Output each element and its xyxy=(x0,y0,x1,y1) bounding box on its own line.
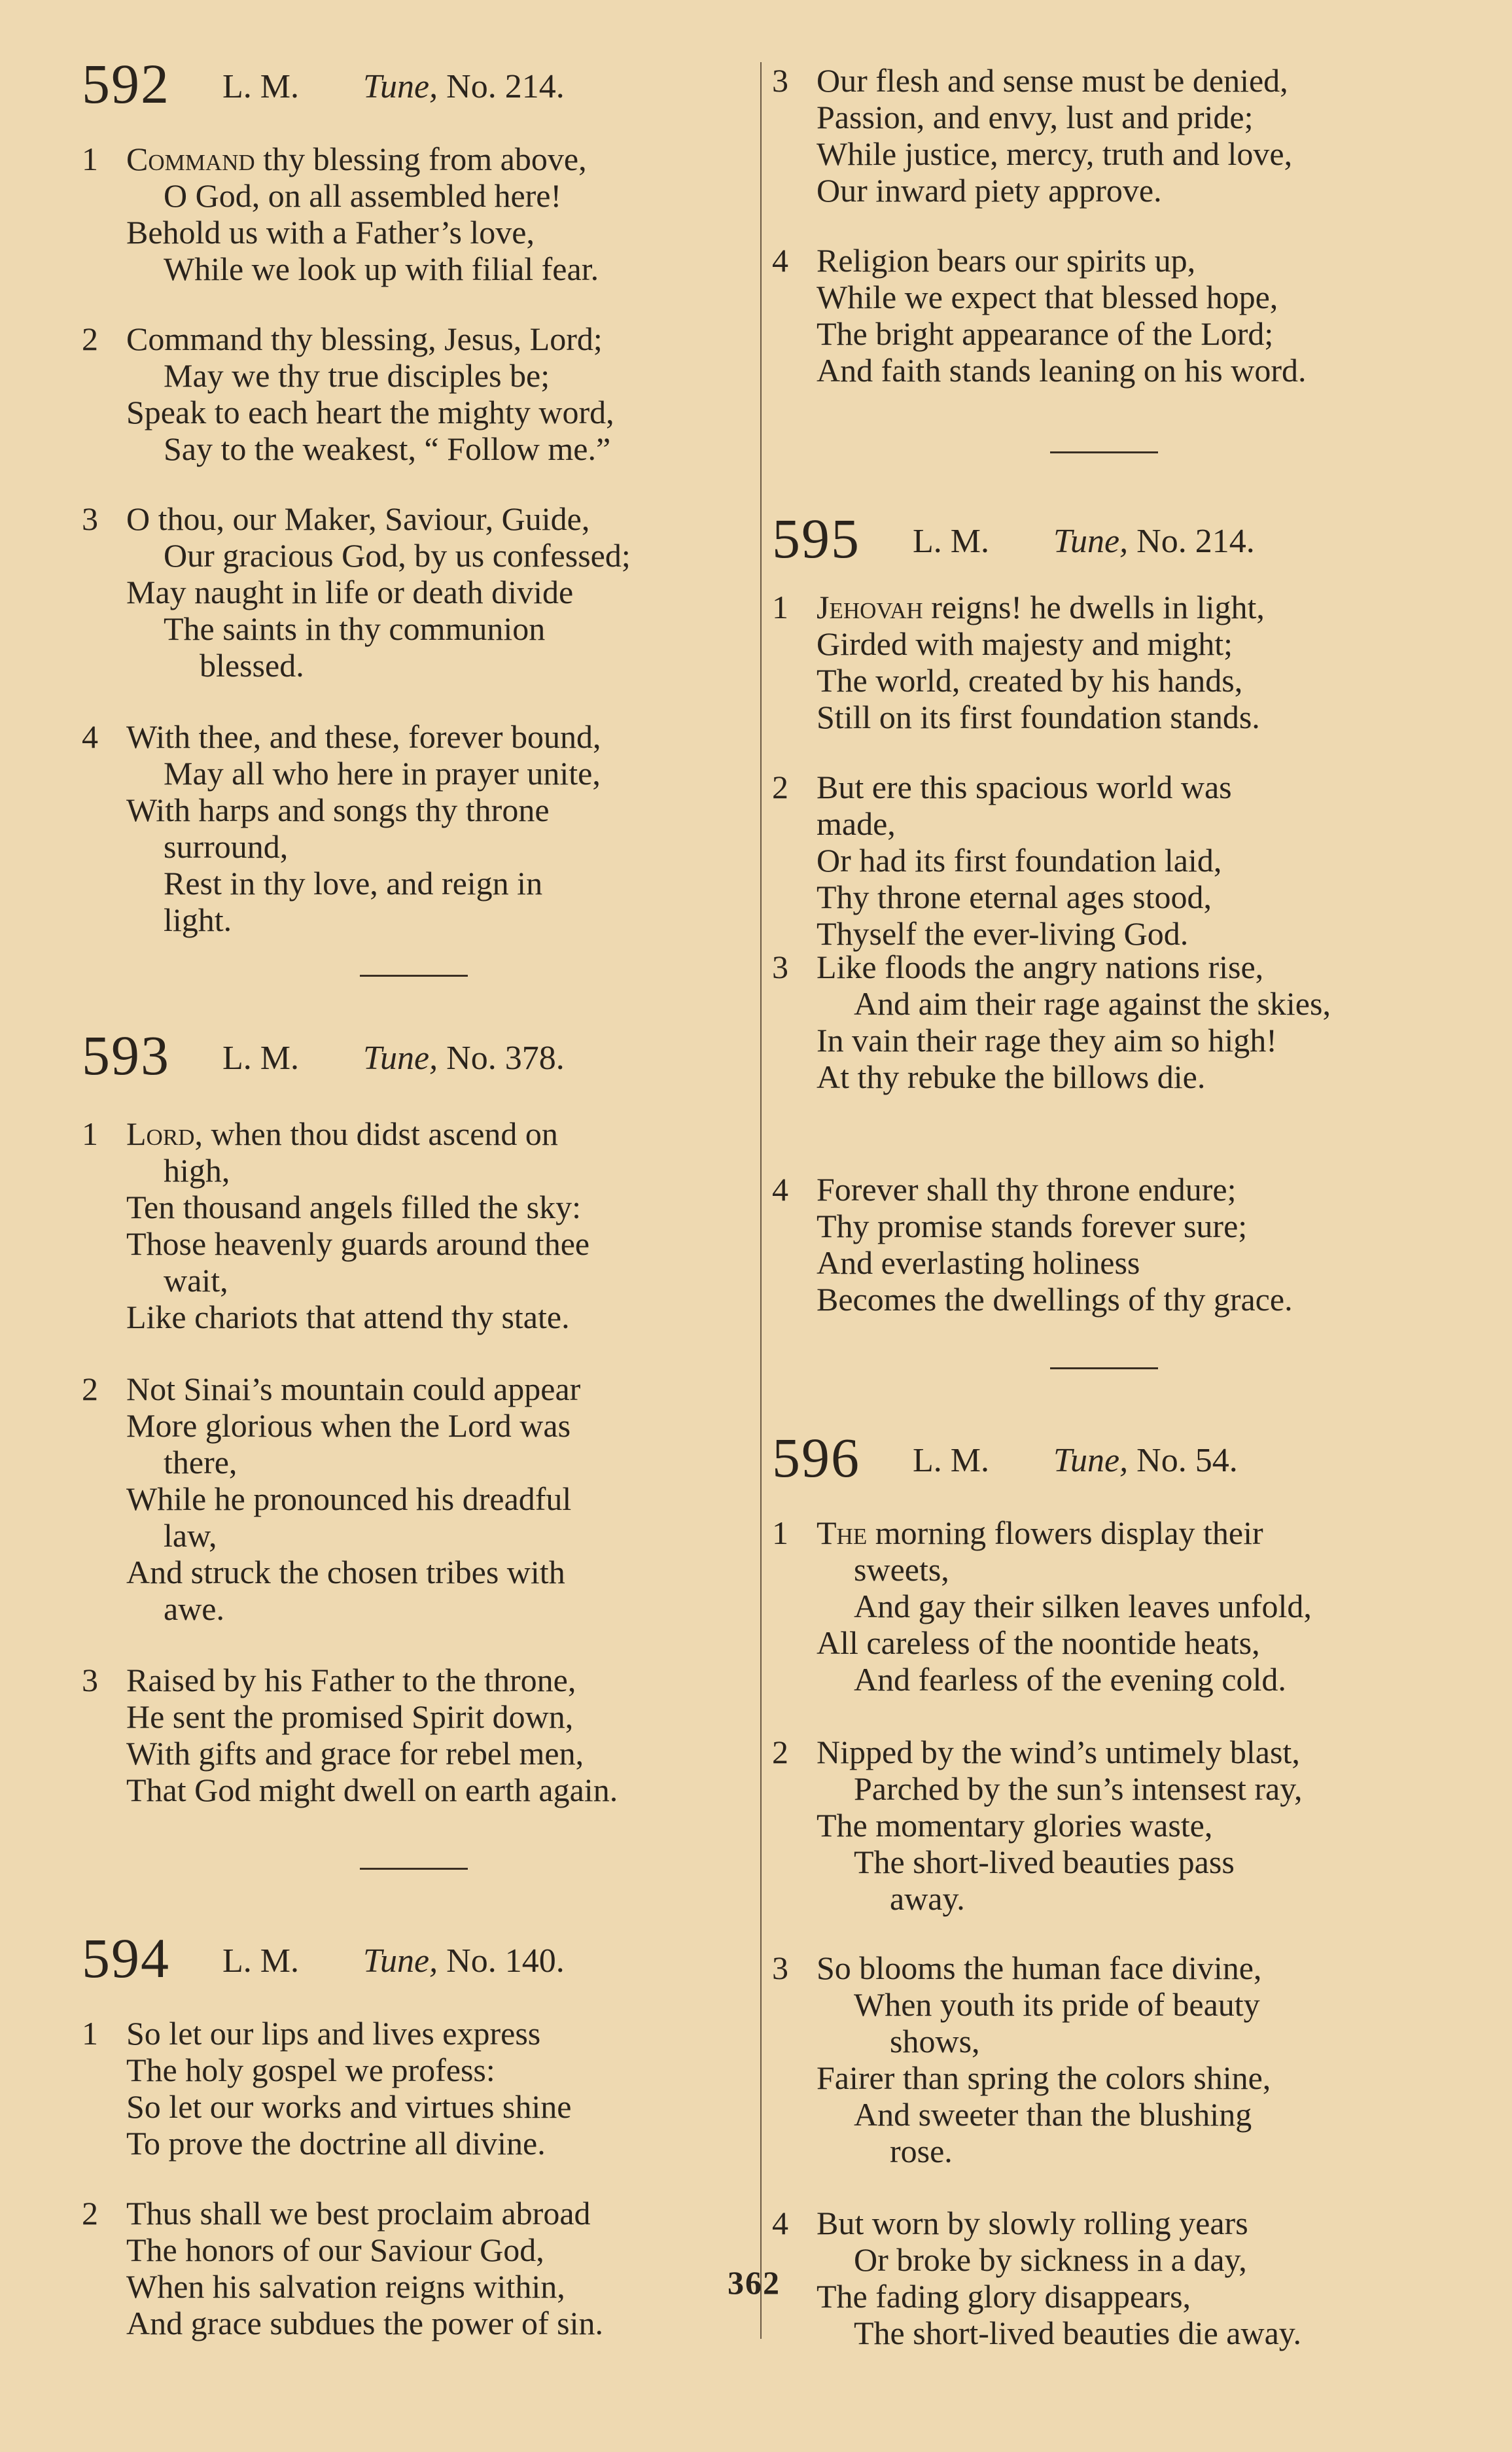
stanza-number: 4 xyxy=(772,2205,788,2241)
verse-text: All careless of the noontide heats, xyxy=(817,1624,1260,1661)
verse-line xyxy=(772,242,1439,279)
hymn-meter: L. M. xyxy=(222,68,299,105)
verse-text: Rest in thy love, and reign in xyxy=(164,865,543,902)
verse-line xyxy=(772,589,1439,625)
hymn-number: 595 xyxy=(772,507,860,570)
verse-text: May we thy true disciples be; xyxy=(164,357,550,394)
verse-line xyxy=(82,1371,749,1407)
stanza xyxy=(772,1950,1439,2169)
first-word-small-caps: Jehovah xyxy=(817,589,923,625)
verse-text: The world, created by his hands, xyxy=(817,662,1243,699)
verse-text: He sent the promised Spirit down, xyxy=(126,1698,574,1735)
hymn-tune-reference: Tune, No. 378. xyxy=(363,1040,565,1077)
verse-text: Becomes the dwellings of thy grace. xyxy=(817,1281,1293,1318)
verse-text: The morning flowers display their xyxy=(817,1515,1263,1551)
verse-text: Command thy blessing, Jesus, Lord; xyxy=(126,321,603,357)
verse-line xyxy=(82,1480,749,1517)
stanza xyxy=(82,2195,749,2341)
stanza xyxy=(82,1371,749,1627)
hymn-header xyxy=(772,507,1439,595)
verse-line xyxy=(772,805,1439,842)
hymn-header xyxy=(82,1927,749,2015)
stanza xyxy=(772,1734,1439,1917)
verse-line xyxy=(82,430,749,467)
verse-line xyxy=(772,1880,1439,1917)
verse-line xyxy=(82,1189,749,1225)
verse-line xyxy=(82,1225,749,1262)
verse-text: O God, on all assembled here! xyxy=(164,177,562,214)
verse-text: Our gracious God, by us confessed; xyxy=(164,537,631,574)
verse-line xyxy=(772,172,1439,209)
verse-line xyxy=(82,1772,749,1808)
verse-text: Like floods the angry nations rise, xyxy=(817,949,1264,985)
verse-line xyxy=(82,1698,749,1735)
hymn-separator xyxy=(360,975,468,977)
stanza xyxy=(772,769,1439,952)
verse-text: Speak to each heart the mighty word, xyxy=(126,394,614,430)
verse-text: But worn by slowly rolling years xyxy=(817,2205,1248,2241)
verse-line xyxy=(82,214,749,251)
verse-text: away. xyxy=(890,1880,965,1917)
stanza xyxy=(82,2015,749,2162)
verse-line xyxy=(772,949,1439,985)
hymn-number: 593 xyxy=(82,1024,170,1087)
stanza-number: 4 xyxy=(82,718,98,755)
verse-text: blessed. xyxy=(200,647,304,684)
verse-text: Religion bears our spirits up, xyxy=(817,242,1196,279)
hymn-number: 594 xyxy=(82,1927,170,1989)
verse-text: In vain their rage they aim so high! xyxy=(817,1022,1277,1059)
verse-line xyxy=(82,177,749,214)
verse-line xyxy=(82,357,749,394)
verse-line xyxy=(82,1152,749,1189)
stanza xyxy=(82,1662,749,1808)
hymn-tune-reference: Tune, No. 140. xyxy=(363,1942,565,1980)
verse-line xyxy=(82,718,749,755)
verse-text: And gay their silken leaves unfold, xyxy=(854,1588,1312,1624)
verse-line xyxy=(82,1554,749,1590)
verse-text: And fearless of the evening cold. xyxy=(854,1661,1286,1698)
verse-text: While justice, mercy, truth and love, xyxy=(817,135,1293,172)
verse-text: The saints in thy communion xyxy=(164,610,546,647)
verse-line xyxy=(772,699,1439,735)
verse-text: Those heavenly guards around thee xyxy=(126,1225,590,1262)
verse-text: Or had its first foundation laid, xyxy=(817,842,1222,879)
verse-text: So blooms the human face divine, xyxy=(817,1950,1262,1986)
verse-text: Thy throne eternal ages stood, xyxy=(817,879,1212,915)
verse-text: Ten thousand angels filled the sky: xyxy=(126,1189,581,1225)
verse-line xyxy=(82,1407,749,1444)
verse-text: Jehovah reigns! he dwells in light, xyxy=(817,589,1265,625)
stanza-number: 3 xyxy=(82,500,98,537)
stanza xyxy=(772,1515,1439,1698)
verse-text: light. xyxy=(164,902,232,938)
verse-line xyxy=(772,879,1439,915)
verse-text: Or broke by sickness in a day, xyxy=(854,2241,1247,2278)
verse-line xyxy=(82,1662,749,1698)
verse-text: When his salvation reigns within, xyxy=(126,2268,565,2305)
page-number: 362 xyxy=(728,2264,781,2301)
verse-line xyxy=(82,865,749,902)
verse-text: Like chariots that attend thy state. xyxy=(126,1299,570,1335)
verse-text: rose. xyxy=(890,2133,953,2169)
verse-text: May all who here in prayer unite, xyxy=(164,755,601,792)
stanza xyxy=(82,718,749,938)
verse-line xyxy=(772,625,1439,662)
hymn-number: 592 xyxy=(82,52,170,115)
verse-text: The short-lived beauties die away. xyxy=(854,2315,1302,2351)
verse-line xyxy=(772,99,1439,135)
verse-line xyxy=(772,315,1439,352)
verse-line xyxy=(772,915,1439,952)
verse-line xyxy=(772,1515,1439,1551)
verse-text: made, xyxy=(817,805,896,842)
stanza xyxy=(772,62,1439,209)
verse-line xyxy=(82,2088,749,2125)
verse-text: Our inward piety approve. xyxy=(817,172,1162,209)
verse-line xyxy=(772,1281,1439,1318)
verse-line xyxy=(82,2195,749,2232)
stanza-number: 4 xyxy=(772,1171,788,1208)
stanza-number: 1 xyxy=(82,1115,98,1152)
verse-text: Thus shall we best proclaim abroad xyxy=(126,2195,591,2232)
verse-line xyxy=(772,1770,1439,1807)
verse-text: Girded with majesty and might; xyxy=(817,625,1233,662)
verse-line xyxy=(772,1588,1439,1624)
verse-text: And everlasting holiness xyxy=(817,1244,1140,1281)
verse-line xyxy=(82,902,749,938)
verse-line xyxy=(82,1115,749,1152)
verse-line xyxy=(772,2096,1439,2133)
verse-text: Thy promise stands forever sure; xyxy=(817,1208,1248,1244)
hymn-meter: L. M. xyxy=(222,1942,299,1980)
stanza-number: 3 xyxy=(82,1662,98,1698)
first-word-small-caps: Lord xyxy=(126,1115,195,1152)
verse-line xyxy=(82,828,749,865)
verse-line xyxy=(772,2133,1439,2169)
verse-line xyxy=(772,2241,1439,2278)
verse-text: The momentary glories waste, xyxy=(817,1807,1213,1844)
verse-text: Thyself the ever-living God. xyxy=(817,915,1189,952)
stanza xyxy=(82,500,749,684)
hymn-separator xyxy=(1050,451,1158,453)
verse-text: Still on its first foundation stands. xyxy=(817,699,1260,735)
first-word-small-caps: The xyxy=(817,1515,868,1551)
stanza-number: 2 xyxy=(82,2195,98,2232)
verse-text: O thou, our Maker, Saviour, Guide, xyxy=(126,500,590,537)
verse-text: May naught in life or death divide xyxy=(126,574,574,610)
hymn-separator xyxy=(1050,1367,1158,1369)
verse-line xyxy=(772,1171,1439,1208)
verse-text: The holy gospel we profess: xyxy=(126,2052,495,2088)
verse-line xyxy=(82,2052,749,2088)
verse-text: Raised by his Father to the throne, xyxy=(126,1662,576,1698)
verse-line xyxy=(82,1262,749,1299)
verse-line xyxy=(772,352,1439,389)
verse-line xyxy=(772,769,1439,805)
verse-text: shows, xyxy=(890,2023,980,2059)
verse-text: The bright appearance of the Lord; xyxy=(817,315,1274,352)
verse-line xyxy=(772,62,1439,99)
verse-text: Command thy blessing from above, xyxy=(126,141,587,177)
hymn-meter: L. M. xyxy=(913,523,989,560)
verse-text: Not Sinai’s mountain could appear xyxy=(126,1371,581,1407)
stanza-number: 3 xyxy=(772,62,788,99)
stanza-number: 4 xyxy=(772,242,788,279)
stanza-number: 1 xyxy=(82,2015,98,2052)
verse-text: While he pronounced his dreadful xyxy=(126,1480,572,1517)
verse-text: wait, xyxy=(164,1262,228,1299)
verse-line xyxy=(82,1517,749,1554)
verse-text: And struck the chosen tribes with xyxy=(126,1554,565,1590)
verse-text: But ere this spacious world was xyxy=(817,769,1232,805)
verse-text: Lord, when thou didst ascend on xyxy=(126,1115,558,1152)
verse-text: While we look up with filial fear. xyxy=(164,251,599,287)
verse-text: Parched by the sun’s intensest ray, xyxy=(854,1770,1303,1807)
verse-text: Fairer than spring the colors shine, xyxy=(817,2059,1271,2096)
hymn-tune-reference: Tune, No. 214. xyxy=(363,68,565,105)
verse-text: Forever shall thy throne endure; xyxy=(817,1171,1237,1208)
verse-line xyxy=(82,141,749,177)
verse-text: law, xyxy=(164,1517,217,1554)
stanza xyxy=(82,1115,749,1335)
verse-text: With gifts and grace for rebel men, xyxy=(126,1735,584,1772)
stanza-number: 1 xyxy=(772,1515,788,1551)
verse-line xyxy=(82,1444,749,1480)
verse-line xyxy=(82,537,749,574)
verse-line xyxy=(772,662,1439,699)
verse-text: The short-lived beauties pass xyxy=(854,1844,1235,1880)
verse-text: And grace subdues the power of sin. xyxy=(126,2305,603,2341)
hymn-header xyxy=(772,1426,1439,1515)
verse-line xyxy=(772,2205,1439,2241)
verse-text: sweets, xyxy=(854,1551,949,1588)
stanza-number: 1 xyxy=(82,141,98,177)
verse-line xyxy=(772,1059,1439,1095)
verse-text: And sweeter than the blushing xyxy=(854,2096,1252,2133)
hymn-number: 596 xyxy=(772,1426,860,1489)
verse-text: And faith stands leaning on his word. xyxy=(817,352,1307,389)
stanza-number: 2 xyxy=(82,1371,98,1407)
hymn-meter: L. M. xyxy=(913,1442,989,1479)
verse-text: And aim their rage against the skies, xyxy=(854,985,1331,1022)
stanza-number: 2 xyxy=(82,321,98,357)
verse-text: While we expect that blessed hope, xyxy=(817,279,1278,315)
verse-line xyxy=(82,394,749,430)
verse-text: high, xyxy=(164,1152,230,1189)
hymn-separator xyxy=(360,1868,468,1870)
verse-text: Nipped by the wind’s untimely blast, xyxy=(817,1734,1300,1770)
stanza-number: 2 xyxy=(772,1734,788,1770)
verse-line xyxy=(772,1986,1439,2023)
verse-line xyxy=(82,610,749,647)
first-word-small-caps: Command xyxy=(126,141,255,177)
verse-text: So let our works and virtues shine xyxy=(126,2088,572,2125)
verse-line xyxy=(82,2015,749,2052)
verse-text: To prove the doctrine all divine. xyxy=(126,2125,546,2162)
verse-line xyxy=(772,2023,1439,2059)
verse-line xyxy=(82,2305,749,2341)
verse-line xyxy=(772,842,1439,879)
verse-line xyxy=(772,2059,1439,2096)
verse-text: surround, xyxy=(164,828,289,865)
verse-line xyxy=(82,755,749,792)
verse-line xyxy=(772,1022,1439,1059)
stanza-number: 2 xyxy=(772,769,788,805)
verse-line xyxy=(82,251,749,287)
verse-line xyxy=(772,2315,1439,2351)
verse-line xyxy=(82,1735,749,1772)
stanza xyxy=(772,589,1439,735)
verse-line xyxy=(82,500,749,537)
verse-line xyxy=(82,574,749,610)
hymn-tune-reference: Tune, No. 54. xyxy=(1053,1442,1238,1479)
verse-text: That God might dwell on earth again. xyxy=(126,1772,618,1808)
verse-text: When youth its pride of beauty xyxy=(854,1986,1260,2023)
verse-line xyxy=(82,647,749,684)
verse-text: At thy rebuke the billows die. xyxy=(817,1059,1206,1095)
verse-line xyxy=(772,1950,1439,1986)
verse-line xyxy=(82,1590,749,1627)
verse-line xyxy=(772,135,1439,172)
stanza xyxy=(772,1171,1439,1318)
verse-line xyxy=(82,1299,749,1335)
verse-line xyxy=(772,1844,1439,1880)
column-divider xyxy=(760,62,762,2339)
verse-line xyxy=(82,2125,749,2162)
verse-line xyxy=(772,1661,1439,1698)
stanza-number: 3 xyxy=(772,1950,788,1986)
verse-line xyxy=(772,1244,1439,1281)
verse-text: Say to the weakest, “ Follow me.” xyxy=(164,430,611,467)
verse-text: With thee, and these, forever bound, xyxy=(126,718,601,755)
verse-line xyxy=(772,1807,1439,1844)
stanza-number: 3 xyxy=(772,949,788,985)
stanza xyxy=(772,949,1439,1095)
verse-text: there, xyxy=(164,1444,237,1480)
hymn-header xyxy=(82,1024,749,1112)
stanza xyxy=(82,321,749,467)
stanza xyxy=(82,141,749,287)
verse-text: Passion, and envy, lust and pride; xyxy=(817,99,1254,135)
verse-line xyxy=(772,1624,1439,1661)
verse-line xyxy=(82,792,749,828)
verse-line xyxy=(772,279,1439,315)
verse-line xyxy=(772,985,1439,1022)
verse-text: More glorious when the Lord was xyxy=(126,1407,571,1444)
verse-line xyxy=(82,2268,749,2305)
verse-line xyxy=(772,1208,1439,1244)
verse-line xyxy=(82,2232,749,2268)
stanza-number: 1 xyxy=(772,589,788,625)
stanza xyxy=(772,2205,1439,2351)
hymn-tune-reference: Tune, No. 214. xyxy=(1053,523,1255,560)
verse-text: With harps and songs thy throne xyxy=(126,792,550,828)
hymn-header xyxy=(82,52,749,141)
verse-text: Behold us with a Father’s love, xyxy=(126,214,535,251)
hymn-meter: L. M. xyxy=(222,1040,299,1077)
verse-text: Our flesh and sense must be denied, xyxy=(817,62,1288,99)
verse-text: The fading glory disappears, xyxy=(817,2278,1191,2315)
stanza xyxy=(772,242,1439,389)
verse-line xyxy=(772,1734,1439,1770)
verse-text: The honors of our Saviour God, xyxy=(126,2232,544,2268)
verse-text: awe. xyxy=(164,1590,224,1627)
verse-text: So let our lips and lives express xyxy=(126,2015,541,2052)
verse-line xyxy=(82,321,749,357)
verse-line xyxy=(772,2278,1439,2315)
verse-line xyxy=(772,1551,1439,1588)
